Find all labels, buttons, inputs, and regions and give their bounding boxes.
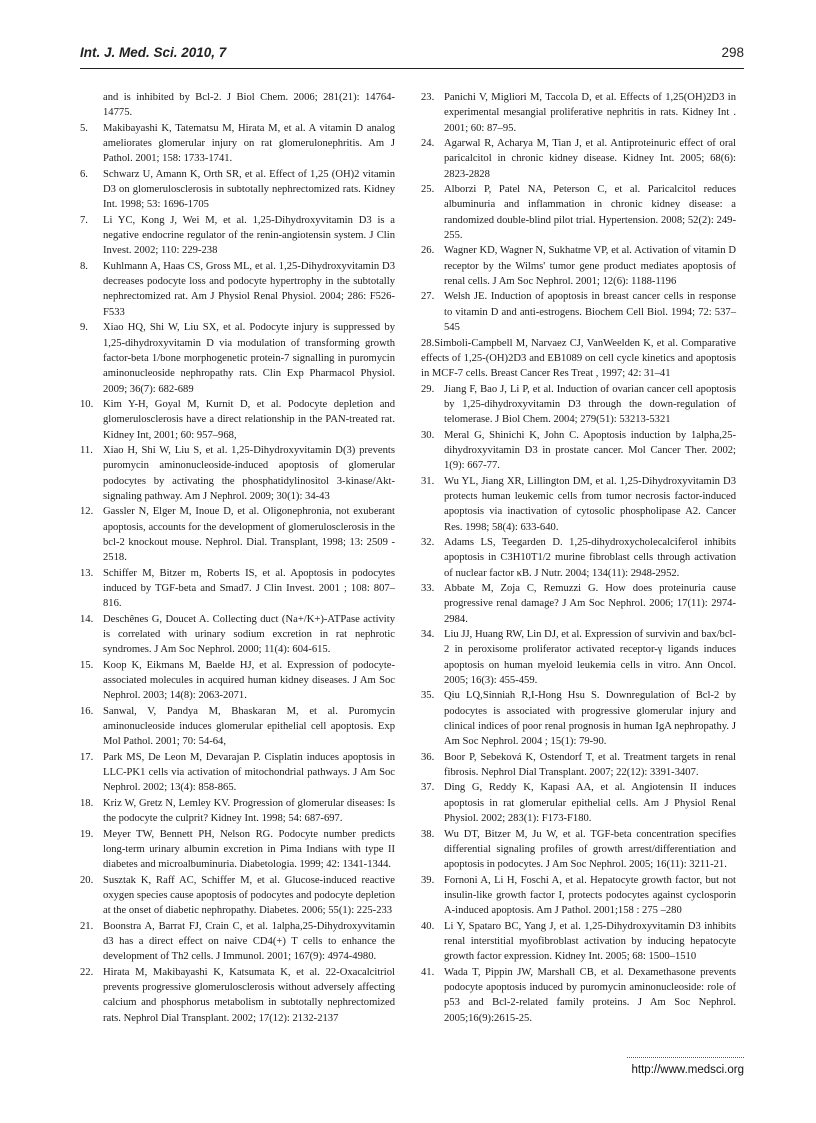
reference-number: 38.: [421, 828, 435, 840]
reference-item: [80, 121, 395, 167]
reference-item: [421, 474, 736, 535]
reference-item: [80, 796, 395, 827]
reference-text: Deschênes G, Doucet A. Collecting duct (Na+/K+)-ATPase activity is correlated with urinary sodium excretion in rat nephrotic syndromes. J Am Soc Nephrol. 2000; 11(4): 604-615.: [103, 613, 395, 656]
reference-number: 18.: [80, 797, 94, 809]
reference-number: 11.: [80, 444, 93, 456]
reference-item: [80, 919, 395, 965]
reference-text: Koop K, Eikmans M, Baelde HJ, et al. Expression of podocyte-associated molecules in acquired human kidney diseases. J Am Soc Nephrol. 2003; 14(8): 2063-2071.: [103, 659, 395, 702]
reference-text: Liu JJ, Huang RW, Lin DJ, et al. Expression of survivin and bax/bcl-2 in peroxisome proliferator activated receptor-γ ligands induces apoptosis on human myeloid leukemia cells in vitro. Ann Oncol. 2005; 16(3): 455-459.: [444, 629, 736, 687]
reference-text: Welsh JE. Induction of apoptosis in breast cancer cells in response to vitamin D and anti-estrogens. Biochem Cell Biol. 1994; 72: 537–545: [444, 291, 736, 334]
reference-number: 35.: [421, 690, 435, 702]
reference-number: 7.: [80, 214, 88, 226]
reference-text: Wada T, Pippin JW, Marshall CB, et al. Dexamethasone prevents podocyte apoptosis induced by puromycin aminonucleoside: role of p53 and Bcl-2-related family proteins. J Am Soc Nephrol. 2005;16(9):2615-25.: [444, 966, 736, 1024]
reference-number: 27.: [421, 291, 435, 303]
reference-item: [421, 750, 736, 781]
reference-item: [421, 827, 736, 873]
reference-text: Kuhlmann A, Haas CS, Gross ML, et al. 1,25-Dihydroxyvitamin D3 decreases podocyte loss and podocyte hypertrophy in the subtotally nephrectomized rat. Am J Physiol Renal Physiol. 2004; 286: F526-F533: [103, 260, 395, 318]
reference-number: 16.: [80, 705, 94, 717]
reference-item: [80, 750, 395, 796]
reference-column-right: [421, 90, 736, 1026]
reference-item: [80, 443, 395, 504]
reference-item: [421, 780, 736, 826]
reference-item: [421, 428, 736, 474]
reference-number: 12.: [80, 506, 94, 518]
reference-number: 5.: [80, 122, 88, 134]
page-number: 298: [721, 44, 744, 60]
reference-text: Li YC, Kong J, Wei M, et al. 1,25-Dihydroxyvitamin D3 is a negative endocrine regulator of the renin-angiotensin system. J Clin Invest. 2002; 110: 229-238: [103, 214, 395, 257]
reference-item: [80, 612, 395, 658]
reference-item: [80, 965, 395, 1026]
reference-item: [80, 827, 395, 873]
reference-item: [421, 965, 736, 1026]
reference-number: 37.: [421, 782, 435, 794]
reference-number: 14.: [80, 613, 94, 625]
reference-number: 34.: [421, 629, 435, 641]
reference-item: [80, 397, 395, 443]
reference-number: 13.: [80, 567, 94, 579]
reference-text: Simboli-Campbell M, Narvaez CJ, VanWeelden K, et al. Comparative effects of 1,25-(OH)2D3 and EB1089 on cell cycle kinetics and apoptosis in MCF-7 cells. Breast Cancer Res Treat , 1997; 42: 31–41: [421, 337, 736, 380]
reference-item: [421, 243, 736, 289]
reference-text: Boonstra A, Barrat FJ, Crain C, et al. 1alpha,25-Dihydroxyvitamin d3 has a direct effect on naive CD4(+) T cells to enhance the development of Th2 cells. J Immunol. 2001; 167(9): 4974-4980.: [103, 920, 395, 963]
reference-number: 24.: [421, 138, 435, 150]
reference-text: Schwarz U, Amann K, Orth SR, et al. Effect of 1,25 (OH)2 vitamin D3 on glomerulosclerosis in subtotally nephrectomized rats. Kidney Int. 1998; 53: 1696-1705: [103, 168, 395, 211]
reference-number: 26.: [421, 245, 435, 257]
reference-text: Park MS, De Leon M, Devarajan P. Cisplatin induces apoptosis in LLC-PK1 cells via activation of mitochondrial pathways. J Am Soc Nephrol. 2002; 13(4): 858-865.: [103, 751, 395, 794]
reference-item: [421, 627, 736, 688]
reference-item: [421, 873, 736, 919]
reference-number: 17.: [80, 751, 94, 763]
reference-item: [421, 182, 736, 243]
reference-item: [80, 167, 395, 213]
reference-number: 39.: [421, 874, 435, 886]
reference-item: [80, 704, 395, 750]
reference-text: Susztak K, Raff AC, Schiffer M, et al. Glucose-induced reactive oxygen species cause apoptosis of podocytes and podocyte depletion at the onset of diabetic nephropathy. Diabetes. 2006; 55(1): 225-233: [103, 874, 395, 917]
reference-item: [421, 136, 736, 182]
footer-url[interactable]: http://www.medsci.org: [631, 1064, 744, 1076]
reference-number: 22.: [80, 966, 94, 978]
reference-item: [421, 289, 736, 335]
reference-text: Kim Y-H, Goyal M, Kurnit D, et al. Podocyte depletion and glomerulosclerosis have a direct relationship in the PAN-treated rat. Kidney Int, 2001; 60: 957–968,: [103, 398, 395, 441]
reference-item: [421, 535, 736, 581]
reference-column-left: [80, 90, 395, 1026]
reference-number: 30.: [421, 429, 435, 441]
reference-item: [421, 919, 736, 965]
reference-text: Adams LS, Teegarden D. 1,25-dihydroxycholecalciferol inhibits apoptosis in C3H10T1/2 murine fibroblast cells through activation of nuclear factor κB. J Nutr. 2004; 134(11): 2948-2952.: [444, 536, 736, 579]
reference-text: Meral G, Shinichi K, John C. Apoptosis induction by 1alpha,25-dihydroxyvitamin D3 in prostate cancer. Mol Cancer Ther. 2002; 1(9): 667-77.: [444, 429, 736, 472]
reference-number: 36.: [421, 751, 435, 763]
reference-text: Schiffer M, Bitzer m, Roberts IS, et al. Apoptosis in podocytes induced by TGF-beta and Smad7. J Clin Invest. 2001 ; 108: 807–816.: [103, 567, 395, 610]
reference-text: Ding G, Reddy K, Kapasi AA, et al. Angiotensin II induces apoptosis in rat glomerular epithelial cells. Am J Physiol Renal Physiol. 2002; 283(1): F173-F180.: [444, 782, 736, 825]
reference-number: 21.: [80, 920, 94, 932]
reference-number: 19.: [80, 828, 94, 840]
reference-item: [80, 320, 395, 397]
journal-title: Int. J. Med. Sci. 2010, 7: [80, 44, 227, 60]
reference-text: Gassler N, Elger M, Inoue D, et al. Oligonephronia, not exuberant apoptosis, accounts for the development of glomerulosclerosis in the bcl-2 knockout mouse. Nephrol. Dial. Transplant, 1998; 13: 2509 - 2518.: [103, 506, 395, 564]
reference-number: 29.: [421, 383, 435, 395]
reference-text: Panichi V, Migliori M, Taccola D, et al. Effects of 1,25(OH)2D3 in experimental mesangial proliferative nephritis in rats. Kidney Int . 2001; 60: 87–95.: [444, 92, 736, 134]
reference-number: 6.: [80, 168, 88, 180]
reference-text: Jiang F, Bao J, Li P, et al. Induction of ovarian cancer cell apoptosis by 1,25-dihydroxyvitamin D3 through the down-regulation of telomerase. J Biol Chem. 2004; 279(51): 53213-5321: [444, 383, 736, 426]
reference-number: 20.: [80, 874, 94, 886]
reference-text: Wu YL, Jiang XR, Lillington DM, et al. 1,25-Dihydroxyvitamin D3 protects human leukemic cells from tumor necrosis factor-induced apoptosis via inactivation of cytosolic phospholipase A2. Cancer Res. 1998; 58(4): 633-640.: [444, 475, 736, 533]
reference-number: 15.: [80, 659, 94, 671]
reference-item: [80, 504, 395, 565]
reference-item: [80, 90, 395, 121]
reference-item: [421, 336, 736, 382]
reference-text: Xiao H, Shi W, Liu S, et al. 1,25-Dihydroxyvitamin D(3) prevents puromycin aminonucleoside-induced apoptosis of glomerular podocytes by activating the phosphatidylinositol 3-kinase/Akt-signaling pathway. Am J Nephrol. 2009; 30(1): 34-43: [103, 444, 395, 502]
reference-text: Wu DT, Bitzer M, Ju W, et al. TGF-beta concentration specifies differential signaling profiles of growth arrest/differentiation and apoptosis in podocytes. J Am Soc Nephrol. 2005; 16(11): 3211-21.: [444, 828, 736, 871]
reference-number: 40.: [421, 920, 435, 932]
reference-number: 25.: [421, 184, 435, 196]
reference-item: [421, 688, 736, 749]
reference-number: 31.: [421, 475, 435, 487]
reference-text: Fornoni A, Li H, Foschi A, et al. Hepatocyte growth factor, but not insulin-like growth factor I, protects podocytes against cyclosporin A-induced apoptosis. Am J Pathol. 2001;158 : 275 –280: [444, 874, 736, 917]
reference-item: [80, 213, 395, 259]
reference-text: Agarwal R, Acharya M, Tian J, et al. Antiproteinuric effect of oral paricalcitol in chronic kidney disease. Kidney Int. 2005; 68(6): 2823-2828: [444, 138, 736, 180]
reference-number: 8.: [80, 260, 88, 272]
reference-text: Makibayashi K, Tatematsu M, Hirata M, et al. A vitamin D analog ameliorates glomerular injury on rat glomerulonephritis. Am J Pathol. 2001; 158: 1733-1741.: [103, 122, 395, 165]
reference-item: [80, 259, 395, 320]
reference-item: [421, 581, 736, 627]
reference-text: Li Y, Spataro BC, Yang J, et al. 1,25-Dihydroxyvitamin D3 inhibits renal interstitial myofibroblast activation by inducing hepatocyte growth factor expression. Kidney Int. 2005; 68: 1500–1510: [444, 920, 736, 963]
reference-item: [80, 566, 395, 612]
reference-text: Abbate M, Zoja C, Remuzzi G. How does proteinuria cause progressive renal damage? J Am Soc Nephrol. 2006; 17(11): 2974-2984.: [444, 583, 736, 625]
reference-text: Kriz W, Gretz N, Lemley KV. Progression of glomerular diseases: Is the podocyte the culprit? Kidney Int. 1998; 54: 687-697.: [103, 797, 395, 825]
reference-item: [80, 658, 395, 704]
reference-item: [421, 90, 736, 136]
reference-text: Sanwal, V, Pandya M, Bhaskaran M, et al. Puromycin aminonucleoside induces glomerular epithelial cell apoptosis. Exp Mol Pathol. 2001; 70: 54-64,: [103, 705, 395, 748]
reference-text: Xiao HQ, Shi W, Liu SX, et al. Podocyte injury is suppressed by 1,25-dihydroxyvitamin D via modulation of transforming growth factor-beta 1/bone morphogenetic protein-7 signalling in puromycin aminonucleoside nephropathy rats. Clin Exp Pharmacol Physiol. 2009; 36(7): 682-689: [103, 322, 395, 395]
reference-number: 23.: [421, 92, 435, 103]
reference-item: [421, 382, 736, 428]
reference-number: 9.: [80, 322, 88, 334]
reference-text: Wagner KD, Wagner N, Sukhatme VP, et al. Activation of vitamin D receptor by the Wilms' tumor gene product mediates apoptosis of renal cells. J Am Soc Nephrol. 2001; 12(6): 1188-1196: [444, 245, 736, 288]
reference-text: Boor P, Sebeková K, Ostendorf T, et al. Treatment targets in renal fibrosis. Nephrol Dial Transplant. 2007; 22(12): 3391-3407.: [444, 751, 736, 779]
page-header: [80, 36, 744, 69]
reference-item: [80, 873, 395, 919]
reference-text: Hirata M, Makibayashi K, Katsumata K, et al. 22-Oxacalcitriol prevents progressive glomerulosclerosis without adversely affecting calcium and phosphorus metabolism in subtotally nephrectomized rats. Nephrol Dial Transplant. 2002; 17(12): 2132-2137: [103, 966, 395, 1024]
reference-text: Meyer TW, Bennett PH, Nelson RG. Podocyte number predicts long-term urinary albumin excretion in Pima Indians with type II diabetes and microalbuminuria. Diabetologia. 1999; 42: 1341-1344.: [103, 828, 395, 871]
reference-number: 33.: [421, 583, 435, 594]
footer-divider: [627, 1057, 744, 1058]
reference-text: 28.: [421, 337, 435, 349]
reference-text: Qiu LQ,Sinniah R,I-Hong Hsu S. Downregulation of Bcl-2 by podocytes is associated with progressive glomerular injury and clinical indices of poor renal prognosis in human IgA nephropathy. J Am Soc Nephrol. 2004 ; 15(1): 79-90.: [444, 690, 736, 748]
reference-number: 32.: [421, 536, 435, 548]
reference-text: Alborzi P, Patel NA, Peterson C, et al. Paricalcitol reduces albuminuria and inflammation in chronic kidney disease: a randomized double-blind pilot trial. Hypertension. 2008; 52(2): 249-255.: [444, 184, 736, 242]
reference-text: and is inhibited by Bcl-2. J Biol Chem. 2006; 281(21): 14764-14775.: [103, 92, 395, 119]
reference-number: 10.: [80, 398, 94, 410]
reference-number: 41.: [421, 966, 435, 978]
